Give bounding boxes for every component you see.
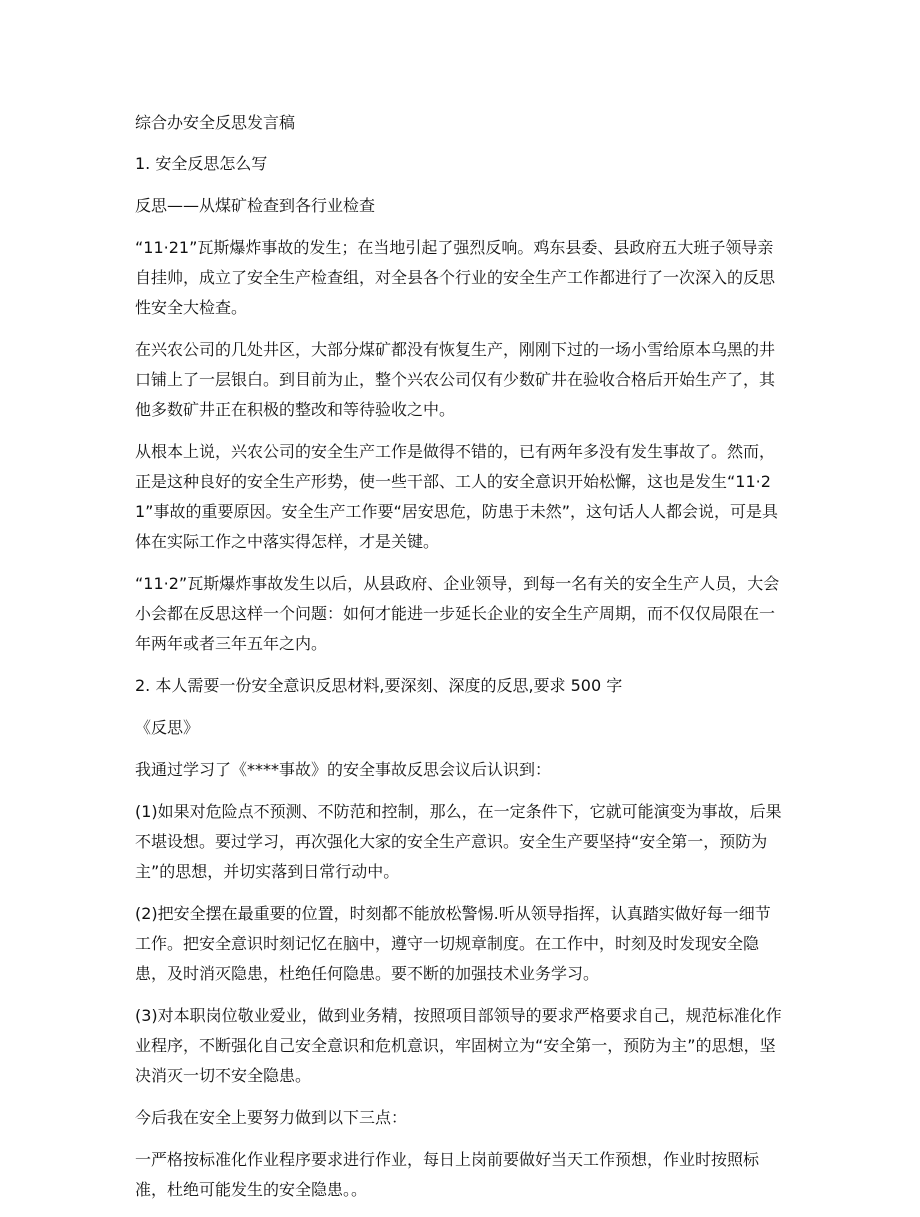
- paragraph-6: (1)如果对危险点不预测、不防范和控制，那么，在一定条件下，它就可能演变为事故，后果不堪设想。要过学习，再次强化大家的安全生产意识。安全生产要坚持“安全第一，预防为主”的思想，并切实落到日常行动中。: [135, 802, 782, 881]
- paragraph-9: 今后我在安全上要努力做到以下三点：: [135, 1108, 408, 1127]
- paragraph-10: 一严格按标准化作业程序要求进行作业，每日上岗前要做好当天工作预想，作业时按照标准，杜绝可能发生的安全隐患。。: [135, 1150, 760, 1199]
- paragraph-1: “11·21”瓦斯爆炸事故的发生；在当地引起了强烈反响。鸡东县委、县政府五大班子领导亲自挂帅，成立了安全生产检查组，对全县各个行业的安全生产工作都进行了一次深入的反思性安全大检查。: [135, 238, 776, 317]
- paragraph-7: (2)把安全摆在最重要的位置，时刻都不能放松警惕.听从领导指挥，认真踏实做好每一细节工作。把安全意识时刻记忆在脑中，遵守一切规章制度。在工作中，时刻及时发现安全隐患，及时消灭隐患，杜绝任何隐患。要不断的加强技术业务学习。: [135, 904, 771, 983]
- paragraph-8: (3)对本职岗位敬业爱业，做到业务精，按照项目部领导的要求严格要求自己，规范标准化作业程序，不断强化自己安全意识和危机意识，牢固树立为“安全第一，预防为主”的思想，坚决消灭一切不安全隐患。: [135, 1006, 782, 1085]
- section-heading-2: 2. 本人需要一份安全意识反思材料,要深刻、深度的反思,要求 500 字: [135, 676, 623, 695]
- paragraph-3: 从根本上说，兴农公司的安全生产工作是做得不错的，已有两年多没有发生事故了。然而，正是这种良好的安全生产形势，使一些干部、工人的安全意识开始松懈，这也是发生“11·21”事故的重要原因。安全生产工作要“居安思危，防患于未然”，这句话人人都会说，可是具体在实际工作之中落实得怎样，才是关键。: [135, 442, 779, 551]
- paragraph-2: 在兴农公司的几处井区，大部分煤矿都没有恢复生产，刚刚下过的一场小雪给原本乌黑的井口铺上了一层银白。到目前为止，整个兴农公司仅有少数矿井在验收合格后开始生产了，其他多数矿井正在积极的整改和等待验收之中。: [135, 340, 776, 419]
- subheading-2: 《反思》: [135, 718, 200, 737]
- section-heading-1: 1. 安全反思怎么写: [135, 154, 268, 173]
- paragraph-5: 我通过学习了《****事故》的安全事故反思会议后认识到：: [135, 760, 552, 779]
- document-page: [135, 108, 785, 1217]
- document-title: 综合办安全反思发言稿: [135, 113, 296, 132]
- subheading-1: 反思——从煤矿检查到各行业检查: [135, 196, 376, 215]
- paragraph-4: “11·2”瓦斯爆炸事故发生以后，从县政府、企业领导，到每一名有关的安全生产人员，大会小会都在反思这样一个问题：如何才能进一步延长企业的安全生产周期，而不仅仅局限在一年两年或者三年五年之内。: [135, 574, 780, 653]
